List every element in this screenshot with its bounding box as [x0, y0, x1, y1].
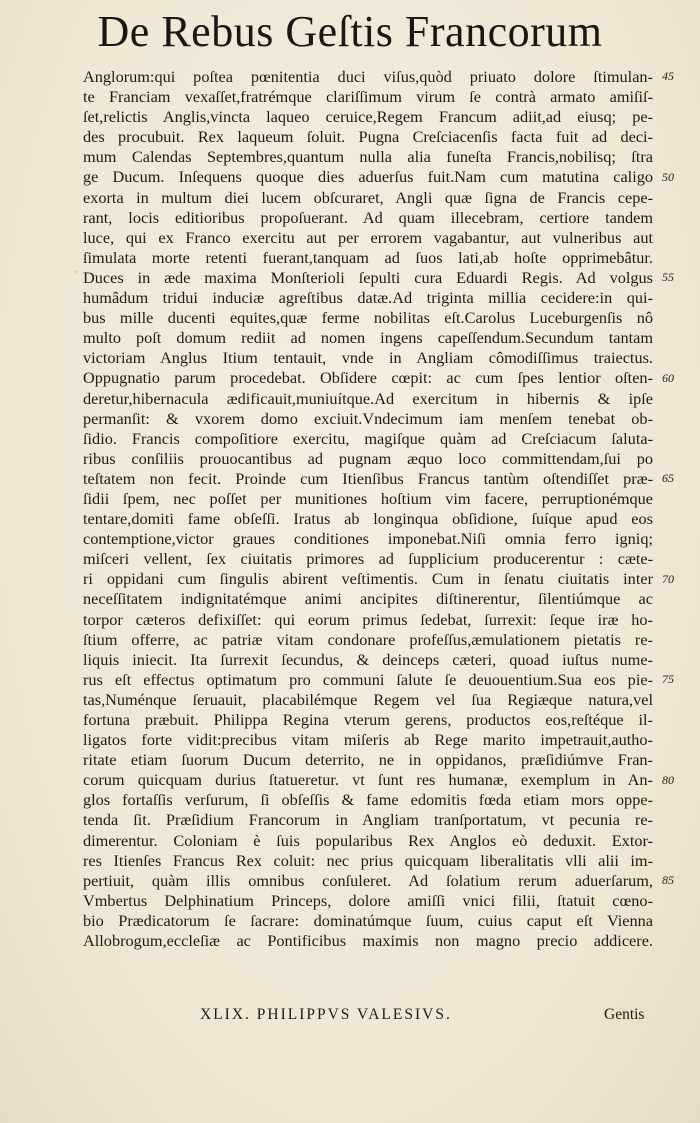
text-line: Vmbertus Delphinatium Princeps, dolore amiſſi vnici filii, ſtatuit cœno- [83, 890, 653, 910]
line-number: 80 [662, 772, 674, 787]
text-line: ge Ducum. Inſequens quoque dies aduerſus fuit.Nam cum matutina caligo [83, 167, 653, 187]
text-line: exorta in multum diei lucem obſcuraret, Angli quæ ſigna de Francis cepe- [83, 187, 653, 207]
text-line: glos fortaſſis verſurum, ſi obſeſſis & fame edomitis fœda etiam mors oppe- [83, 790, 653, 810]
text-line: victoriam Anglus Itium tentauit, vnde in Angliam cômodiſſimus traiectus. [83, 348, 653, 368]
text-line: neceſſitatem indignitatémque animi ancipites diſtinerentur, ſilentiúmque ac [83, 589, 653, 609]
line-number: 60 [662, 370, 674, 385]
text-line: dimerentur. Coloniam è ſuis popularibus Rex Anglos eò deduxit. Extor- [83, 830, 653, 850]
line-number: 45 [662, 69, 674, 83]
text-line: Oppugnatio parum procedebat. Obſidere cœpit: ac cum ſpes lentior oſten- [83, 368, 653, 388]
text-line: luce, qui ex Franco exercitu aut per errorem vagabantur, aut vulneribus aut [83, 227, 653, 247]
text-line: bus mille ducenti equites,quæ ferme nobilitas eſt.Carolus Luceburgenſis nô [83, 308, 653, 328]
text-line: Duces in æde maxima Monſterioli ſepulti cura Eduardi Regis. Ad volgus [83, 267, 653, 287]
text-line: te Franciam vexaſſet,fratrémque clariſſimum virum ſe contrà armato amiſiſ- [83, 87, 653, 107]
text-line: permanſit: & vxorem domo exciuit.Vndecimum iam menſem tenebat ob- [83, 408, 653, 428]
text-line: miſceri vellent, ſex ciuitatis primores ad ſupplicium producerentur : cæte- [83, 549, 653, 569]
catchword: Gentis [604, 1006, 645, 1023]
text-line: pertiuit, quàm illis omnibus conſuleret. Ad ſolatium rerum aduerſarum, [83, 870, 653, 890]
line-number: 85 [662, 873, 674, 887]
running-title: De Rebus Geſtis Francorum [97, 7, 603, 56]
text-line: rant, locis editioribus propoſuerant. Ad quam illecebram, certiore tandem [83, 207, 653, 227]
text-line: ſidio. Francis compoſitiore exercitu, magiſque quàm ad Creſciacum ſaluta- [83, 428, 653, 448]
text-line: ſimulata morte retenti fuerant,tanquam ad ſuos lati,ab hoſte opprimebâtur. [83, 247, 653, 267]
text-line: des procubuit. Rex laqueum ſoluit. Pugna Creſciacenſis facta fuit ad deci- [83, 127, 653, 147]
line-number: 75 [662, 672, 674, 686]
line-number: 55 [662, 270, 674, 284]
text-line: rus eſt effectus optimatum pro communi ſalute ſe deuouentium.Sua eos pie- [83, 669, 653, 689]
text-line: Anglorum:qui poſtea pœnitentia duci viſus,quòd priuato dolore ſtimulan- [83, 67, 653, 86]
line-number: 65 [662, 471, 674, 485]
text-line: corum quicquam durius ſtatueretur. vt ſunt res humanæ, exemplum in An- [83, 770, 653, 790]
text-line: teſtatem non fecit. Proinde cum Itienſibus Francus tantùm oſtendiſſet præ- [83, 468, 653, 488]
text-line: ſidii ſpem, nec poſſet per munitiones hoſtium vim facere, perruptionémque [83, 488, 653, 508]
text-line: Allobrogum,eccleſiæ ac Pontificibus maximis non magno precio addicere. [83, 931, 653, 951]
body-text [83, 67, 653, 951]
text-line: deretur,hibernacula ædificauit,muniuítque.Ad exercitum in hibernis & ipſe [83, 388, 653, 408]
text-line: liquis iniecit. Ita ſurrexit ſecundus, & deinceps cæteri, quoad iuſtus nume- [83, 649, 653, 669]
text-line: tenda ſit. Præſidium Francorum in Angliam tranſportatum, vt pecunia re- [83, 810, 653, 830]
text-line: tentare,domiti fame obſeſſi. Iratus ab longinqua obſidione, ſuíque apud eos [83, 509, 653, 529]
text-line: fortuna præbuit. Philippa Regina vterum gerens, productos eos,reſtéque il- [83, 710, 653, 729]
text-line: ligatos forte vidit:precibus vitam miſeris ab Rege marito impetrauit,autho- [83, 730, 653, 750]
text-line: res Itienſes Francus Rex coluit: nec prius quicquam liberalitatis vlli alii im- [83, 850, 653, 870]
text-line: tas,Numénque ſeruauit, placabilémque Regem vel ſua Regiæque natura,vel [83, 689, 653, 709]
text-line: torpor cæteros defixiſſet: qui eorum primus ſedebat, ſurrexit: ſeque iræ ho- [83, 609, 653, 629]
text-line: ſet,relictis Anglis,vincta laqueo ceruice,Regem Francum adiit,ad eiusq; pe- [83, 107, 653, 127]
margin-mark: · [74, 268, 77, 278]
chapter-heading: XLIX. PHILIPPVS VALESIVS. [200, 1006, 452, 1023]
text-line: bio Prædicatorum ſe ſacrare: dominatúmque ſuum, cuius caput eſt Vienna [83, 910, 653, 930]
text-line: ritate etiam ſuorum Ducum deterrito, ne in oppidanos, præſidiúmve Fran- [83, 750, 653, 770]
text-line: mum Calendas Septembres,quantum nulla alia funeſta Francis,nobilisq; ſtra [83, 147, 653, 167]
text-line: humâdum tridui induciæ agreſtibus datæ.Ad triginta millia cecidere:in qui- [83, 288, 653, 308]
text-line: ribus conſiliis prouocantibus ad pugnam æquo loco committendam,ſui po [83, 448, 653, 468]
text-line: ri oppidani cum ſingulis abirent veſtimentis. Cum in ſenatu ciuitatis inter [83, 569, 653, 589]
line-number: 70 [662, 571, 674, 586]
text-line: multo poſt domum rediit ad nomen ingens capeſſendum.Secundum tantam [83, 328, 653, 348]
line-number: 50 [662, 169, 674, 184]
text-line: contemptione,victor graues conditiones imponebat.Niſi omnia ferro igniq; [83, 529, 653, 549]
text-line: ſtium offerre, ac patriæ vitam condonare profeſſus,æmulationem pietatis re- [83, 629, 653, 649]
